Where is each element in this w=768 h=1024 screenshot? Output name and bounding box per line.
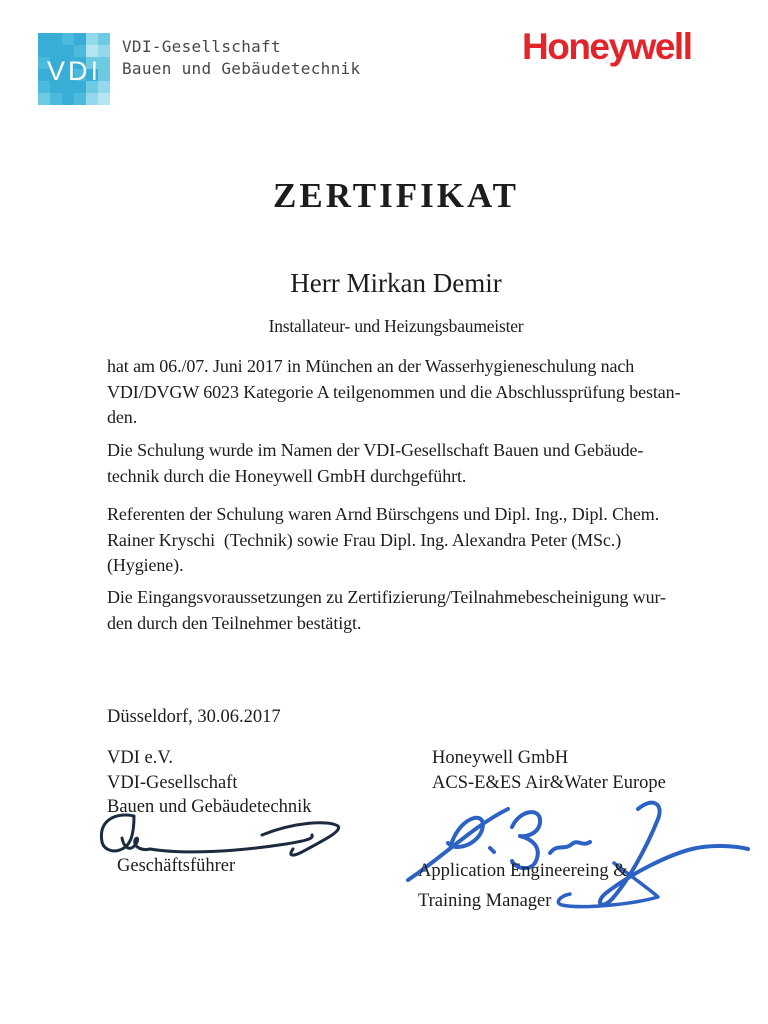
vdi-logo-text: VDI <box>46 55 101 86</box>
place-and-date: Düsseldorf, 30.06.2017 <box>107 707 281 727</box>
paragraph-conducted-by <box>107 438 727 489</box>
paragraph-line: den durch den Teilnehmer bestätigt. <box>107 612 362 633</box>
signatory-left-line2: VDI-Gesellschaft <box>107 772 238 793</box>
paragraph-line: (Hygiene). <box>107 555 184 575</box>
paragraph-line: Die Eingangsvoraussetzungen zu Zertifizierung/Teilnahmebescheinigung wur- <box>107 587 666 607</box>
signatory-left-role: Geschäftsführer <box>117 856 236 876</box>
recipient-qualification: Installateur- und Heizungsbaumeister <box>268 316 524 336</box>
vdi-logo <box>38 33 110 105</box>
signatory-right-line2: ACS-E&ES Air&Water Europe <box>432 772 666 793</box>
paragraph-line: den. <box>107 407 138 427</box>
paragraph-training <box>107 354 727 431</box>
vdi-org-line2: Bauen und Gebäudetechnik <box>122 59 361 78</box>
certificate-title: ZERTIFIKAT <box>273 176 519 215</box>
paragraph-line: Referenten der Schulung waren Arnd Bürschgens und Dipl. Ing., Dipl. Chem. <box>107 504 660 524</box>
paragraph-speakers <box>107 502 727 579</box>
paragraph-line: Die Schulung wurde im Namen der VDI-Gesellschaft Bauen und Gebäude- <box>107 440 644 460</box>
recipient-name: Herr Mirkan Demir <box>290 268 502 298</box>
paragraph-line: hat am 06./07. Juni 2017 in München an der Wasserhygieneschulung nach <box>107 356 635 376</box>
honeywell-logo: Honeywell <box>522 26 692 67</box>
paragraph-line: technik durch die Honeywell GmbH durchgeführt. <box>107 465 467 486</box>
paragraph-line: Rainer Kryschi (Technik) sowie Frau Dipl. Ing. Alexandra Peter (MSc.) <box>107 529 622 550</box>
signatory-left-line1: VDI e.V. <box>107 748 173 768</box>
signatory-right-line1: Honeywell GmbH <box>432 748 569 768</box>
paragraph-line: VDI/DVGW 6023 Kategorie A teilgenommen und die Abschlussprüfung bestan- <box>107 381 681 402</box>
vdi-organization-name <box>122 36 360 80</box>
paragraph-prerequisites <box>107 585 727 636</box>
signatory-right-role-line2: Training Manager <box>418 891 552 911</box>
signatory-left-line3: Bauen und Gebäudetechnik <box>107 797 312 817</box>
signatory-right-organization <box>432 746 666 795</box>
vdi-org-line1: VDI-Gesellschaft <box>122 37 281 56</box>
signatory-right-role-line1: Application Engineereing & <box>418 861 628 881</box>
